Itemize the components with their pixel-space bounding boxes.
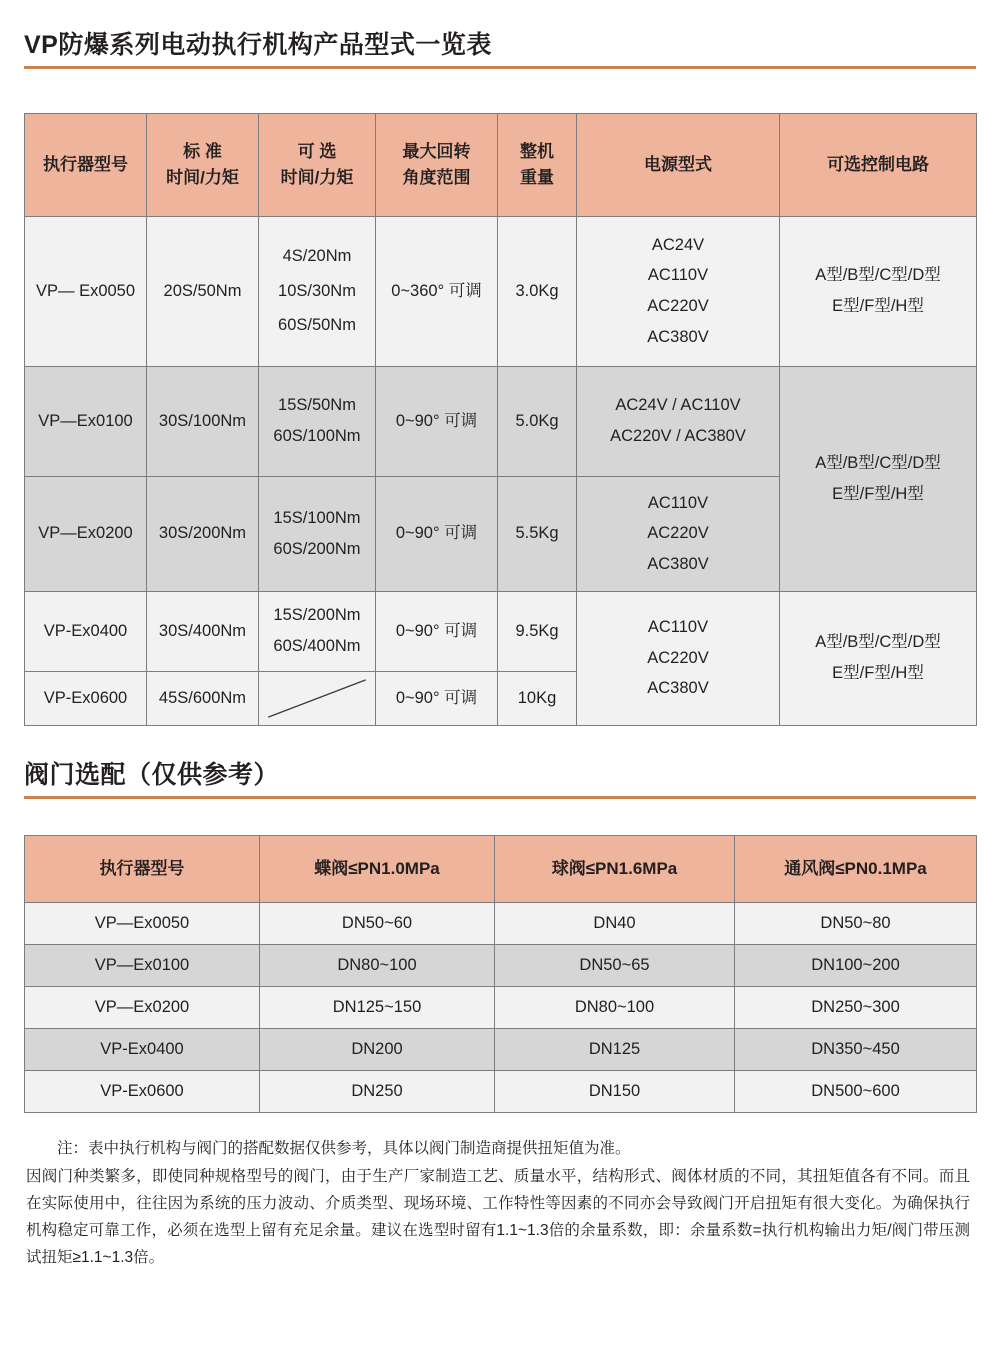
col-header-model [25,114,147,217]
valve-cell-butterfly: DN80~100 [260,945,495,987]
cell-power [577,217,780,367]
cell-standard: 20S/50Nm [147,217,259,367]
page-title: VP防爆系列电动执行机构产品型式一览表 [24,31,492,59]
cell-standard: 30S/100Nm [147,367,259,477]
cell-optional-item: 15S/50Nm [278,396,356,415]
cell-control-item: E型/F型/H型 [832,297,924,315]
col-header-power [577,114,780,217]
cell-angle: 0~90° 可调 [376,367,498,477]
valve-cell-ball: DN40 [495,903,735,945]
cell-weight: 9.5Kg [498,592,577,672]
table-row [25,1029,977,1071]
valve-cell-ball: DN50~65 [495,945,735,987]
cell-standard: 30S/400Nm [147,592,259,672]
valve-cell-ball: DN80~100 [495,987,735,1029]
col-header-optional-line2: 时间/力矩 [280,168,354,187]
cell-optional [259,217,376,367]
cell-power-item: AC380V [647,327,709,346]
title-divider [24,66,976,69]
valve-section-head [24,726,976,807]
cell-optional-item: 10S/30Nm [278,281,356,300]
cell-power-item: AC220V [647,524,709,543]
valve-cell-ball: DN150 [495,1071,735,1113]
actuator-spec-table [24,113,977,726]
valve-divider [24,796,976,799]
cell-optional-item: 60S/50Nm [278,316,356,335]
cell-power-item: AC220V [647,297,709,315]
valve-table-head [25,836,977,903]
cell-power-item: AC380V [647,679,709,698]
valve-cell-model: VP—Ex0100 [25,945,260,987]
col-header-control-line1: 可选控制电路 [827,154,929,174]
page-title-block [24,0,976,77]
cell-optional-item: 15S/200Nm [273,606,361,625]
cell-weight: 3.0Kg [498,217,577,367]
cell-standard: 45S/600Nm [147,672,259,726]
cell-power-merged [577,592,780,726]
valve-cell-butterfly: DN250 [260,1071,495,1113]
cell-power-item: AC24V / AC110V [615,396,741,415]
cell-weight: 10Kg [498,672,577,726]
valve-cell-vent: DN350~450 [735,1029,977,1071]
col-header-weight [498,114,577,217]
cell-control-item: E型/F型/H型 [832,484,924,503]
valve-section-title: 阀门选配（仅供参考） [24,761,280,789]
valve-cell-ball: DN125 [495,1029,735,1071]
cell-control-item: A型/B型/C型/D型 [815,266,941,285]
cell-power-item: AC110V [647,493,709,512]
cell-control [780,217,977,367]
valve-header-row [25,836,977,903]
table-row [25,987,977,1029]
spec-header-row [25,114,977,217]
col-header-weight-line2: 重量 [520,168,554,187]
cell-model: VP-Ex0600 [25,672,147,726]
cell-control-merged [780,592,977,726]
diagonal-slash-icon [259,672,375,725]
valve-cell-vent: DN250~300 [735,987,977,1029]
table-row [25,1071,977,1113]
col-header-standard-line2: 时间/力矩 [166,168,239,187]
valve-cell-vent: DN100~200 [735,945,977,987]
cell-standard: 30S/200Nm [147,477,259,592]
cell-power-item: AC110V [647,618,709,637]
cell-control-item: A型/B型/C型/D型 [815,453,941,472]
valve-col-header-vent: 通风阀≤PN0.1MPa [735,836,977,903]
cell-power-item: AC220V [647,648,709,667]
valve-cell-model: VP—Ex0050 [25,903,260,945]
valve-cell-vent: DN500~600 [735,1071,977,1113]
cell-power-item: AC24V [651,235,705,254]
table-row [25,903,977,945]
valve-col-header-butterfly: 蝶阀≤PN1.0MPa [260,836,495,903]
cell-angle: 0~90° 可调 [376,477,498,592]
col-header-model-line1: 执行器型号 [43,154,128,174]
valve-selection-table [24,835,977,1113]
valve-cell-vent: DN50~80 [735,903,977,945]
cell-optional-empty [259,672,376,726]
col-header-weight-line1: 整机 [520,141,554,161]
table-row [25,367,977,477]
col-header-control [780,114,977,217]
cell-power [577,367,780,477]
table-row [25,217,977,367]
col-header-angle [376,114,498,217]
cell-optional [259,592,376,672]
valve-table-body [25,903,977,1113]
cell-angle: 0~90° 可调 [376,592,498,672]
valve-cell-model: VP-Ex0600 [25,1071,260,1113]
col-header-optional-line1: 可 选 [297,141,337,161]
cell-angle: 0~360° 可调 [376,217,498,367]
valve-cell-butterfly: DN125~150 [260,987,495,1029]
cell-optional [259,367,376,477]
cell-power [577,477,780,592]
col-header-power-line1: 电源型式 [644,154,712,174]
spec-table-head [25,114,977,217]
col-header-standard-line1: 标 准 [183,141,222,161]
cell-weight: 5.0Kg [498,367,577,477]
table-row [25,945,977,987]
table-row [25,592,977,672]
cell-model: VP-Ex0400 [25,592,147,672]
cell-model: VP—Ex0100 [25,367,147,477]
col-header-standard [147,114,259,217]
valve-cell-butterfly: DN200 [260,1029,495,1071]
cell-control-item: A型/B型/C型/D型 [815,633,941,652]
col-header-angle-line2: 角度范围 [402,168,471,187]
cell-optional-item: 60S/200Nm [273,539,361,558]
col-header-optional [259,114,376,217]
cell-optional-item: 60S/400Nm [273,637,361,655]
note-line-2: 因阀门种类繁多，即使同种规格型号的阀门，由于生产厂家制造工艺、质量水平，结构形式、阀体材质的不同，其扭矩值各有不同。而且在实际使用中，往往因为系统的压力波动、介质类型、现场环境、工作特性等因素的不同亦会导致阀门开启扭矩有很大变化。为确保执行机构稳定可靠工作，必须在选型上留有充足余量。建议在选型时留有1.1~1.3倍的余量系数，即：余量系数=执行机构输出力矩/阀门带压测试扭矩≥1.1~1.3倍。 [26,1167,970,1266]
valve-col-header-ball: 球阀≤PN1.6MPa [495,836,735,903]
cell-control-item: E型/F型/H型 [832,664,924,682]
cell-power-item: AC380V [647,554,709,573]
valve-cell-butterfly: DN50~60 [260,903,495,945]
cell-model: VP— Ex0050 [25,217,147,367]
cell-power-item: AC220V / AC380V [610,427,746,445]
col-header-angle-line1: 最大回转 [402,141,471,161]
cell-optional-item: 4S/20Nm [282,247,352,266]
cell-optional-item: 60S/100Nm [273,427,361,445]
spec-table-body [25,217,977,726]
valve-col-header-model: 执行器型号 [25,836,260,903]
note-line-1: 注：表中执行机构与阀门的搭配数据仅供参考，具体以阀门制造商提供扭矩值为准。 [57,1140,631,1158]
cell-model: VP—Ex0200 [25,477,147,592]
notes-block [24,1135,976,1271]
cell-optional-item: 15S/100Nm [273,508,361,527]
cell-weight: 5.5Kg [498,477,577,592]
valve-cell-model: VP-Ex0400 [25,1029,260,1071]
cell-power-item: AC110V [647,266,709,285]
cell-optional [259,477,376,592]
cell-control-merged [780,367,977,592]
cell-angle: 0~90° 可调 [376,672,498,726]
valve-cell-model: VP—Ex0200 [25,987,260,1029]
